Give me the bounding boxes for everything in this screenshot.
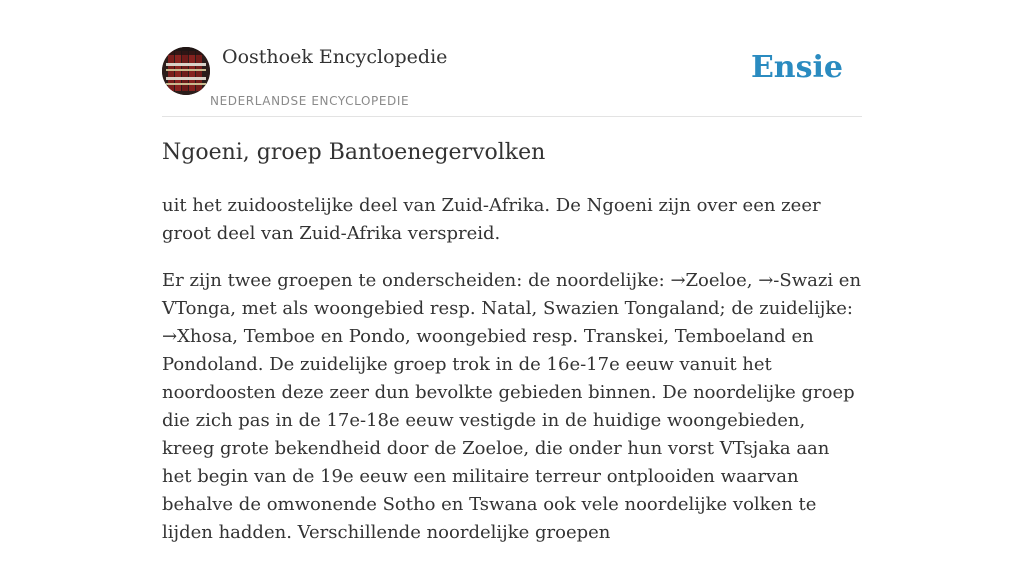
article-body	[162, 192, 862, 566]
site-header	[162, 0, 862, 117]
publication-title[interactable]: Oosthoek Encyclopedie	[222, 46, 448, 68]
article-paragraph: uit het zuidoostelijke deel van Zuid-Afrika. De Ngoeni zijn over een zeer groot deel van Zuid-Afrika verspreid.	[162, 195, 821, 244]
article-paragraph: Er zijn twee groepen te onderscheiden: de noordelijke: →Zoeloe, →-Swazi en VTonga, met als woongebied resp. Natal, Swazien Tongaland; de zuidelijke: →Xhosa, Temboe en Pondo, woongebied resp. Transkei, Temboeland en Pondoland. De zuidelijke groep trok in de 16e-17e eeuw vanuit het noordoosten deze zeer dun bevolkte gebieden binnen. De noordelijke groep die zich pas in de 17e-18e eeuw vestigde in de huidige woongebieden, kreeg grote bekendheid door de Zoeloe, die onder hun vorst VTsjaka aan het begin van de 19e eeuw een militaire terreur ontplooiden waarvan behalve de omwonende Sotho en Tswana ook vele noordelijke volken te lijden hadden. Verschillende noordelijke groepen	[162, 270, 862, 543]
article-title: Ngoeni, groep Bantoenegervolken	[162, 140, 546, 165]
brand-logo-link[interactable]: Ensie	[750, 50, 843, 85]
page-container	[162, 0, 862, 543]
book-spines-icon[interactable]	[162, 47, 210, 95]
publication-subtitle: NEDERLANDSE ENCYCLOPEDIE	[210, 94, 410, 108]
